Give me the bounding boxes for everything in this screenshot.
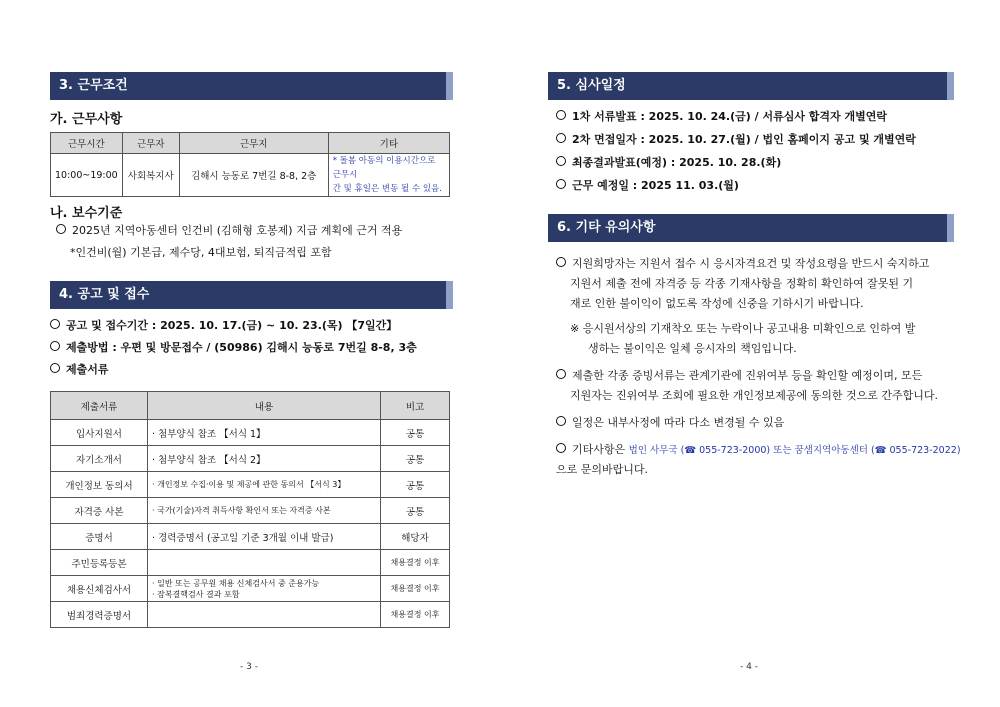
table-row — [51, 472, 450, 498]
notice-3 — [556, 414, 784, 430]
schedule-text: 근무 예정일 : 2025 11. 03.(월) — [572, 179, 739, 192]
schedule-item — [556, 177, 739, 193]
table-row — [51, 550, 450, 576]
cell: 사회복지사 — [122, 154, 179, 197]
notice-1-line-3: 재로 인한 불이익이 없도록 작성에 신중을 기하시기 바랍니다. — [570, 297, 864, 310]
schedule-text: 최종결과발표(예정) : 2025. 10. 28.(화) — [572, 156, 782, 169]
col-header: 내용 — [148, 392, 381, 420]
notice-1-remark: ※ 응시원서상의 기재착오 또는 누락이나 공고내용 미확인으로 인하여 발 — [570, 322, 916, 335]
doc-content: · 잠복결핵검사 결과 포함 — [152, 589, 240, 599]
table-row — [51, 602, 450, 628]
table-row — [51, 524, 450, 550]
col-header: 근무지 — [179, 133, 328, 154]
col-header: 기타 — [328, 133, 449, 154]
schedule-text: 1차 서류발표 : 2025. 10. 24.(금) / 서류심사 합격자 개별연락 — [572, 110, 887, 123]
table-row — [51, 420, 450, 446]
doc-note: 공통 — [381, 420, 450, 446]
note-line: * 돌봄 아동의 이용시간으로 근무시 — [332, 156, 436, 180]
doc-note: 채용결정 이후 — [381, 576, 450, 602]
doc-content: · 개인정보 수집·이용 및 제공에 관한 동의서 【서식 3】 — [148, 472, 381, 498]
col-header: 제출서류 — [51, 392, 148, 420]
period-text: 공고 및 접수기간 : 2025. 10. 17.(금) ~ 10. 23.(목) 【7일간】 — [66, 319, 398, 332]
contact-text: 법인 사무국 (☎ 055-723-2000) 또는 꿈샘지역아동센터 (☎ 055-723-2022) — [628, 445, 961, 456]
table-header-row — [51, 392, 450, 420]
doc-name: 범죄경력증명서 — [51, 602, 148, 628]
notice-4-line-2: 으로 문의바랍니다. — [556, 463, 649, 476]
cell: 김해시 능동로 7번길 8-8, 2층 — [179, 154, 328, 197]
method-line — [50, 339, 417, 355]
pay-line-2: *인건비(월) 기본급, 제수당, 4대보험, 퇴직금적립 포함 — [70, 246, 332, 259]
note-cell — [328, 154, 449, 197]
notice-4 — [556, 441, 961, 457]
col-header: 비고 — [381, 392, 450, 420]
documents-table — [50, 391, 450, 628]
notice-text: 기타사항은 — [572, 443, 629, 456]
sub-heading-work: 가. 근무사항 — [50, 112, 123, 127]
schedule-item — [556, 131, 916, 147]
work-table — [50, 132, 450, 197]
docs-line — [50, 361, 109, 377]
notice-2-line-2: 지원자는 진위여부 조회에 필요한 개인정보제공에 동의한 것으로 간주합니다. — [570, 389, 939, 402]
doc-name: 증명서 — [51, 524, 148, 550]
cell: 10:00~19:00 — [51, 154, 123, 197]
doc-note: 채용결정 이후 — [381, 602, 450, 628]
bullet-circle-icon — [556, 110, 566, 120]
doc-content — [148, 550, 381, 576]
sub-heading-pay: 나. 보수기준 — [50, 206, 123, 221]
note-line: 간 및 휴일은 변동 될 수 있음. — [332, 184, 442, 194]
table-row — [51, 446, 450, 472]
bullet-circle-icon — [556, 369, 566, 379]
bullet-circle-icon — [556, 179, 566, 189]
doc-content: · 국가(기술)자격 취득사항 확인서 또는 자격증 사본 — [148, 498, 381, 524]
bullet-circle-icon — [556, 443, 566, 453]
doc-name: 채용신체검사서 — [51, 576, 148, 602]
bullet-circle-icon — [50, 341, 60, 351]
doc-name: 개인정보 동의서 — [51, 472, 148, 498]
period-line — [50, 317, 397, 333]
docs-text: 제출서류 — [66, 363, 109, 376]
doc-note: 채용결정 이후 — [381, 550, 450, 576]
section-5-header: 5. 심사일정 — [548, 72, 954, 100]
pay-line-1 — [56, 222, 402, 238]
table-row — [51, 498, 450, 524]
notice-1-remark-2: 생하는 불이익은 일체 응시자의 책임입니다. — [588, 342, 797, 355]
table-row — [51, 576, 450, 602]
doc-content: · 일반 또는 공무원 채용 신체검사서 중 준용가능 — [152, 578, 320, 588]
notice-1 — [556, 255, 929, 271]
doc-content: · 첨부양식 참조 【서식 2】 — [148, 446, 381, 472]
doc-content — [148, 602, 381, 628]
doc-content: · 경력증명서 (공고일 기준 3개월 이내 발급) — [148, 524, 381, 550]
notice-text: 제출한 각종 증빙서류는 관계기관에 진위여부 등을 확인할 예정이며, 모든 — [572, 369, 923, 382]
bullet-circle-icon — [556, 257, 566, 267]
doc-note: 해당자 — [381, 524, 450, 550]
col-header: 근무자 — [122, 133, 179, 154]
doc-name: 자격증 사본 — [51, 498, 148, 524]
schedule-item — [556, 108, 887, 124]
pay-text: 2025년 지역아동센터 인건비 (김해형 호봉제) 지급 계획에 근거 적용 — [72, 224, 403, 237]
method-text: 제출방법 : 우편 및 방문접수 / (50986) 김해시 능동로 7번길 8-8, 3층 — [66, 341, 417, 354]
section-6-header: 6. 기타 유의사항 — [548, 214, 954, 242]
schedule-item — [556, 154, 781, 170]
table-header-row — [51, 133, 450, 154]
doc-name: 자기소개서 — [51, 446, 148, 472]
section-3-header: 3. 근무조건 — [50, 72, 453, 100]
bullet-circle-icon — [50, 319, 60, 329]
col-header: 근무시간 — [51, 133, 123, 154]
notice-2 — [556, 367, 922, 383]
page-number-left: - 3 - — [240, 662, 258, 672]
table-row — [51, 154, 450, 197]
bullet-circle-icon — [56, 224, 66, 234]
doc-content: · 첨부양식 참조 【서식 1】 — [148, 420, 381, 446]
bullet-circle-icon — [556, 416, 566, 426]
section-4-header: 4. 공고 및 접수 — [50, 281, 453, 309]
doc-note: 공통 — [381, 498, 450, 524]
page-number-right: - 4 - — [740, 662, 758, 672]
notice-1-line-2: 지원서 제출 전에 자격증 등 각종 기재사항을 정확히 확인하여 잘못된 기 — [570, 277, 914, 290]
doc-note: 공통 — [381, 472, 450, 498]
doc-note: 공통 — [381, 446, 450, 472]
bullet-circle-icon — [556, 133, 566, 143]
notice-text: 일정은 내부사정에 따라 다소 변경될 수 있음 — [572, 416, 785, 429]
doc-content-cell — [148, 576, 381, 602]
schedule-text: 2차 면접일자 : 2025. 10. 27.(월) / 법인 홈페이지 공고 및 개별연락 — [572, 133, 916, 146]
doc-name: 입사지원서 — [51, 420, 148, 446]
bullet-circle-icon — [556, 156, 566, 166]
notice-text: 지원희망자는 지원서 접수 시 응시자격요건 및 작성요령을 반드시 숙지하고 — [572, 257, 930, 270]
doc-name: 주민등록등본 — [51, 550, 148, 576]
bullet-circle-icon — [50, 363, 60, 373]
